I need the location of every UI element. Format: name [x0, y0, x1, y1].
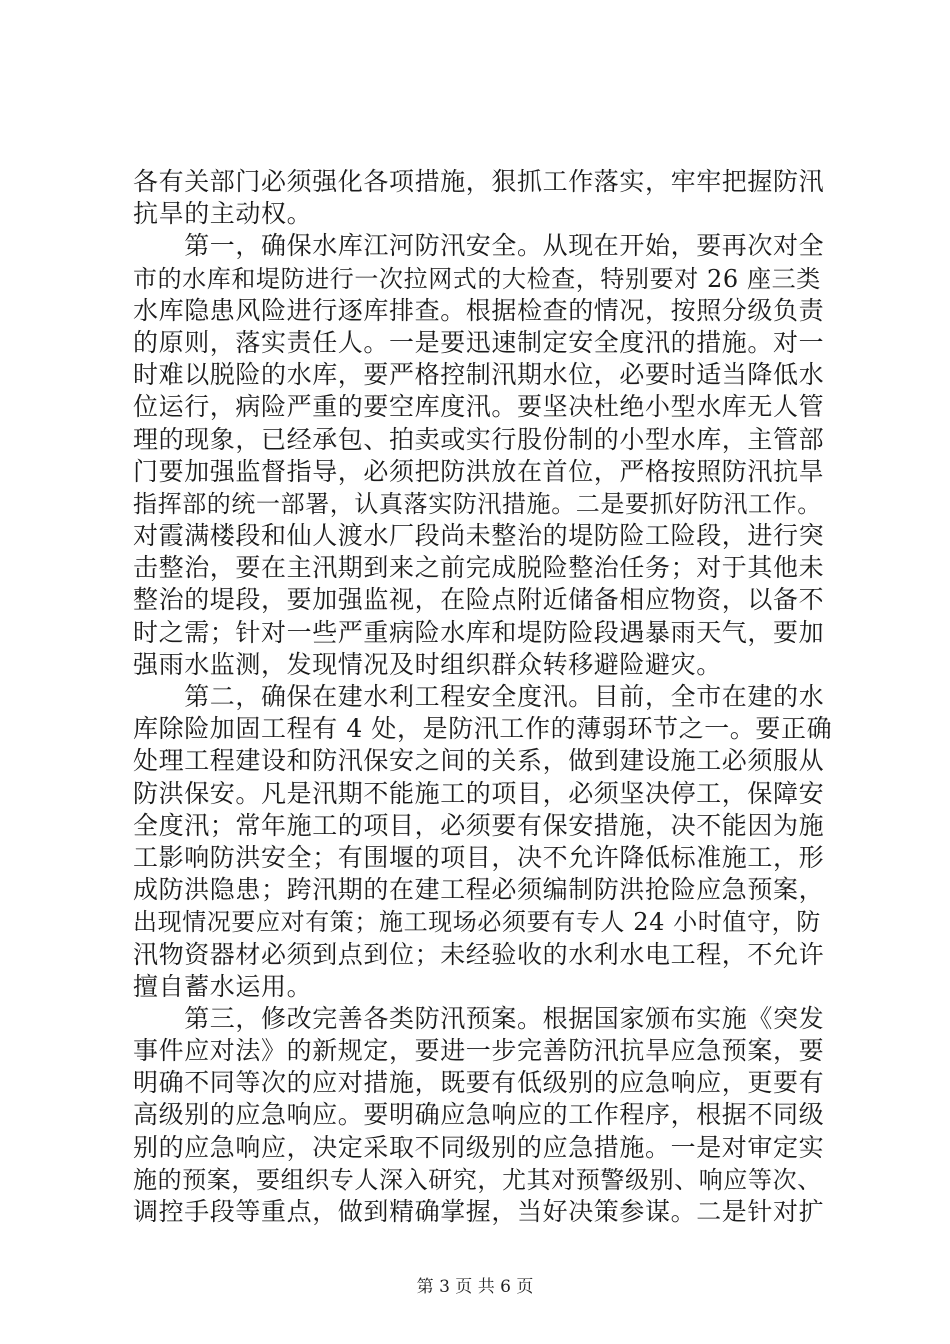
text-line: 第一，确保水库江河防汛安全。从现在开始，要再次对全 — [133, 231, 825, 261]
text-line: 理的现象，已经承包、拍卖或实行股份制的小型水库，主管部 — [133, 424, 825, 454]
text-line: 市的水库和堤防进行一次拉网式的大检查，特别要对 26 座三类 — [133, 264, 821, 293]
text-line: 明确不同等次的应对措施，既要有低级别的应急响应，更要有 — [133, 1068, 825, 1098]
text-line: 擅自蓄水运用。 — [133, 971, 313, 1001]
text-line: 事件应对法》的新规定，要进一步完善防汛抗旱应急预案，要 — [133, 1036, 825, 1066]
text-line: 汛物资器材必须到点到位；未经验收的水利水电工程，不允许 — [133, 939, 825, 969]
text-line: 水库隐患风险进行逐库排查。根据检查的情况，按照分级负责 — [133, 295, 825, 325]
text-line: 出现情况要应对有策；施工现场必须要有专人 24 小时值守，防 — [133, 908, 821, 937]
text-line: 抗旱的主动权。 — [133, 199, 313, 229]
text-line: 对霞满楼段和仙人渡水厂段尚未整治的堤防险工险段，进行突 — [133, 521, 825, 551]
text-line: 处理工程建设和防汛保安之间的关系，做到建设施工必须服从 — [133, 746, 825, 776]
text-line: 门要加强监督指导，必须把防洪放在首位，严格按照防汛抗旱 — [133, 456, 825, 486]
text-line: 全度汛；常年施工的项目，必须要有保安措施，决不能因为施 — [133, 810, 825, 840]
text-line: 成防洪隐患；跨汛期的在建工程必须编制防洪抢险应急预案， — [133, 875, 825, 905]
text-line: 时之需；针对一些严重病险水库和堤防险段遇暴雨天气，要加 — [133, 617, 825, 647]
text-line: 整治的堤段，要加强监视，在险点附近储备相应物资，以备不 — [133, 585, 825, 615]
text-line: 强雨水监测，发现情况及时组织群众转移避险避灾。 — [133, 649, 722, 679]
text-line: 调控手段等重点，做到精确掌握，当好决策参谋。二是针对扩 — [133, 1197, 825, 1226]
text-line: 时难以脱险的水库，要严格控制汛期水位，必要时适当降低水 — [133, 360, 825, 390]
page-footer: 第 3 页 共 6 页 — [416, 1277, 534, 1297]
text-line: 施的预案，要组织专人深入研究，尤其对预警级别、响应等次、 — [133, 1165, 822, 1194]
text-line: 第二，确保在建水利工程安全度汛。目前，全市在建的水 — [133, 682, 825, 711]
text-line: 别的应急响应，决定采取不同级别的应急措施。一是对审定实 — [133, 1132, 825, 1162]
body-text — [133, 166, 833, 1228]
text-line: 库除险加固工程有 4 处，是防汛工作的薄弱环节之一。要正确 — [133, 714, 833, 744]
text-line: 位运行，病险严重的要空库度汛。要坚决杜绝小型水库无人管 — [133, 392, 825, 422]
text-line: 击整治，要在主汛期到来之前完成脱险整治任务；对于其他未 — [133, 553, 825, 583]
text-line: 第三，修改完善各类防汛预案。根据国家颁布实施《突发 — [133, 1003, 825, 1033]
text-line: 高级别的应急响应。要明确应急响应的工作程序，根据不同级 — [133, 1100, 825, 1130]
text-line: 的原则，落实责任人。一是要迅速制定安全度汛的措施。对一 — [133, 327, 825, 357]
text-line: 指挥部的统一部署，认真落实防汛措施。二是要抓好防汛工作。 — [133, 489, 822, 518]
text-line: 防洪保安。凡是汛期不能施工的项目，必须坚决停工，保障安 — [133, 778, 825, 808]
text-line: 各有关部门必须强化各项措施，狠抓工作落实，牢牢把握防汛 — [133, 167, 825, 196]
text-line: 工影响防洪安全；有围堰的项目，决不允许降低标准施工，形 — [133, 842, 825, 872]
